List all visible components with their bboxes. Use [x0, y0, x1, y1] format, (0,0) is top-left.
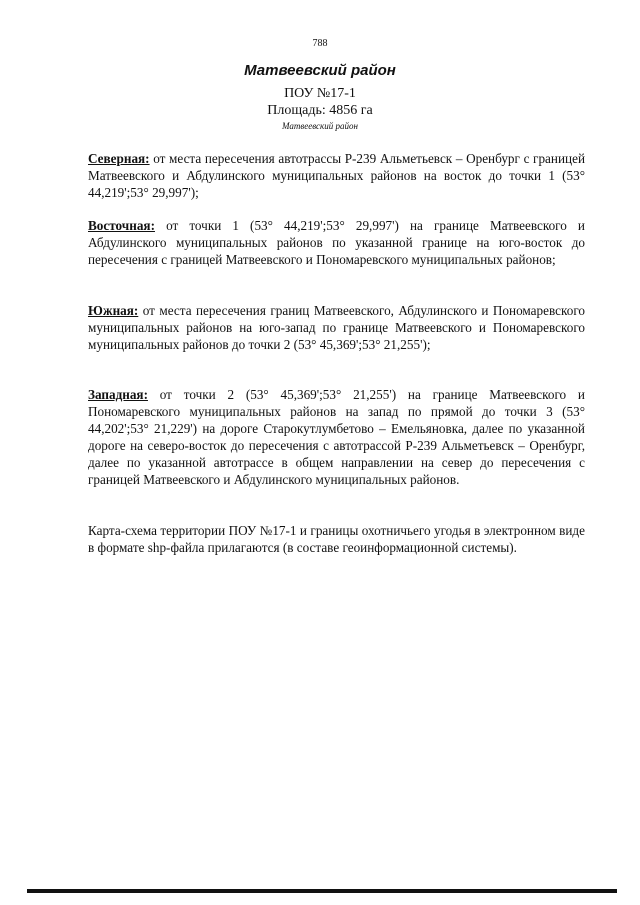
boundary-north: [88, 150, 585, 201]
boundary-north-text: от места пересечения автотрассы Р-239 Альметьевск – Оренбург с границей Матвеевского и Абдулинского муниципальных районов на восток до точки 1 (53° 44,219';53° 29,997');: [88, 151, 585, 200]
boundary-west-label: Западная:: [88, 387, 148, 402]
boundary-east: [88, 217, 585, 268]
bottom-rule: [27, 889, 617, 893]
area-text: Площадь: 4856 га: [267, 103, 373, 118]
pou-number: ПОУ №17-1: [284, 86, 356, 101]
boundary-east-text: от точки 1 (53° 44,219';53° 29,997') на границе Матвеевского и Абдулинского муниципальных районов по указанной границе на юго-восток до пересечения с границей Матвеевского и Пономаревского муниципальных районов;: [88, 218, 585, 267]
district-title: Матвеевский район: [244, 62, 396, 79]
boundary-north-label: Северная:: [88, 151, 150, 166]
map-note: Карта-схема территории ПОУ №17-1 и границы охотничьего угодья в электронном виде в формате shp-файла прилагаются (в составе геоинформационной системы).: [88, 523, 585, 555]
boundary-west-text: от точки 2 (53° 45,369';53° 21,255') на границе Матвеевского и Пономаревского муниципальных районов на запад по прямой до точки 3 (53° 44,202';53° 21,229') на дороге Старокутлумбетово – Емельяновка, далее по указанной дороге на северо-восток до пересечения с автотрассой Р-239 Альметьевск – Оренбург, далее по указанной автотрассе в общем направлении на север до пересечения с границей Матвеевского и Абдулинского муниципальных районов.: [88, 387, 585, 487]
boundary-south: [88, 302, 585, 353]
boundary-east-label: Восточная:: [88, 218, 155, 233]
page-number: 788: [312, 38, 328, 49]
boundary-south-text: от места пересечения границ Матвеевского, Абдулинского и Пономаревского муниципальных районов на юго-запад по границе Матвеевского и Пономаревского муниципальных районов до точки 2 (53° 45,369';53° 21,255');: [88, 303, 585, 352]
boundary-south-label: Южная:: [88, 303, 139, 318]
boundary-west: [88, 386, 585, 488]
district-caption: Матвеевский район: [282, 121, 358, 131]
